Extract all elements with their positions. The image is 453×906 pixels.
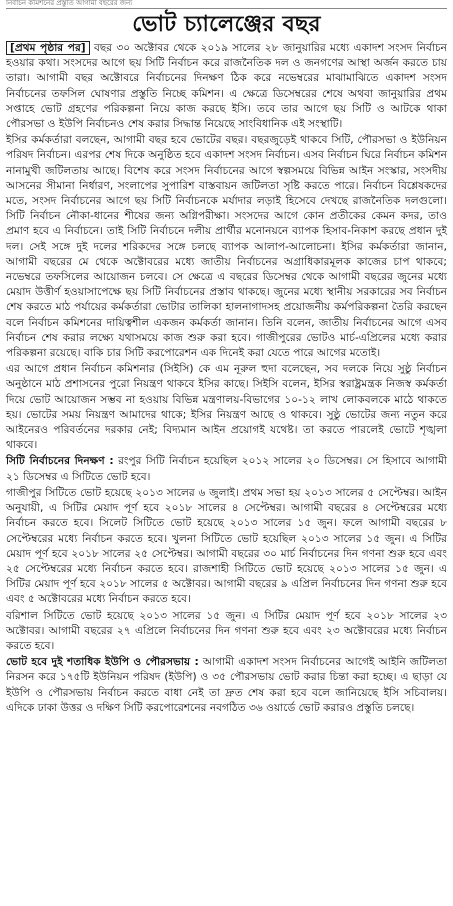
headline: ভোট চ্যালেঞ্জের বছর <box>132 12 321 37</box>
subheading-up-pourashava: ভোট হবে দুই শতাধিক ইউপি ও পৌরসভায় : <box>6 656 199 669</box>
subheading-city-schedule: সিটি নির্বাচনের দিনক্ষণ : <box>6 455 114 468</box>
paragraph-7 <box>6 655 447 717</box>
paragraph-text: এর আগে প্রধান নির্বাচন কমিশনার (সিইসি) কে এম নূরুল হুদা বলেছেন, সব দলকে নিয়ে সুষ্ঠু নির্বাচন অনুষ্ঠানে মাঠ প্রশাসনের পুরো নিয়ন্ত্রণ থাকবে ইসির কাছে। সিইসি বলেন, ইসির স্বরাষ্ট্রমন্ত্রক নিজস্ব কর্মকর্তা দিয়ে ভোট আয়োজন সম্ভব না হওয়ায় বিভিন্ন মন্ত্রণালয়-বিভাগের ১০-১২ লাখ লোকবলকে মাঠে থাকতে হয়। ভোটের সময় নিয়ন্ত্রণ আমাদের থাকে; ইসির নিয়ন্ত্রণ আছে ও থাকবে। সুষ্ঠু ভোটের জন্য নতুন করে আইনেরও পরিবর্তনের দরকার নেই; বিদ্যমান আইন প্রয়োগই যথেষ্ট। তা করতে পারলেই ভোটে শৃঙ্খলা থাকবে। <box>6 363 447 452</box>
paragraph-4 <box>6 454 447 485</box>
paragraph-6 <box>6 609 447 656</box>
paragraph-text: ইসির কর্মকর্তারা বলছেন, আগামী বছর হবে ভোটের বছর। বছরজুড়েই থাকবে সিটি, পৌরসভা ও ইউনিয়ন পরিষদ নির্বাচন। এরপর শেষ দিকে অনুষ্ঠিত হবে একাদশ সংসদ নির্বাচন। এসব নির্বাচন ঘিরে নির্বাচন কমিশন নানামুখী জটিলতায় আছে। বিশেষ করে সংসদ নির্বাচনের আগে স্বল্পসময়ে বিভিন্ন আইন সংস্কার, সংসদীয় আসনের সীমানা নির্ধারণ, সংলাপের সুপারিশ বাস্তবায়ন জটিলতা সৃষ্টি করতে পারে। নির্বাচন বিশ্লেষকদের মতে, সংসদ নির্বাচনের আগে ছয় সিটি নির্বাচনকে মর্যাদার লড়াই হিসেবে দেখছে রাজনৈতিক দলগুলো। সিটি নির্বাচন নৌকা-ধানের শীষের জন্য অগ্নিপরীক্ষা। সংসদের আগে কোন প্রতীকের কেমন কদর, তাও প্রমাণ হবে এ নির্বাচনে। তাই সিটি নির্বাচনে দলীয় প্রার্থীর মনোনয়নে ব্যাপক হিসাব-নিকাশ করছে প্রধান দুই দল। সেই সঙ্গে দুই দলের শরিকদের সঙ্গে চলছে ব্যাপক আলাপ-আলোচনা। ইসির কর্মকর্তারা জানান, আগামী বছরের মে থেকে অক্টোবরের মধ্যে জাতীয় নির্বাচনের অগ্রাধিকারমূলক কাজের চাপ থাকবে; নভেম্বরে তফসিলের আয়োজন চলবে। সে ক্ষেত্রে এ বছরের ডিসেম্বর থেকে আগামী বছরের জুনের মধ্যে মেয়াদ উত্তীর্ণ হওয়াসাপেক্ষে ছয় সিটি নির্বাচনের প্রস্তাব থাকছে। জুনের মধ্যে স্থানীয় সরকারের সব নির্বাচন শেষ করতে মাঠ পর্যায়ের কর্মকর্তারা ভোটার তালিকা হালনাগাদসহ প্রয়োজনীয় কর্মপরিকল্পনা তৈরি করছেন বলে নির্বাচন কমিশনের দায়িত্বশীল একজন কর্মকর্তা জানান। তিনি বলেন, জাতীয় নির্বাচনের আগে এসব নির্বাচন শেষ করার লক্ষ্যে যথাসময়ে কাজ শুরু করা হবে। গাজীপুরের ভোটও মার্চ-এপ্রিলের মধ্যে করার পরিকল্পনা রয়েছে। বাকি চার সিটি করপোরেশন এক দিনেই করা যেতে পারে আগের মতোই। <box>6 134 447 360</box>
previous-article-fragment: নির্বাচন কমিশনের প্রস্তুতি আগামী বছরের জন্য <box>6 0 447 9</box>
paragraph-text: আগামী একাদশ সংসদ নির্বাচনের আগেই আইনি জটিলতা নিরসন করে ১৭৫টি ইউনিয়ন পরিষদ (ইউপি) ও ৩৫ পৌরসভায় ভোট করার চিন্তা করা হচ্ছে। এ ছাড়া যে ইউপি ও পৌরসভায় নির্বাচন করতে বাধা নেই তা দ্রুত শেষ করা হবে বলে জানিয়েছে ইসি সচিবালয়। এদিকে ঢাকা উত্তর ও দক্ষিণ সিটি করপোরেশনের নবগঠিত ৩৬ ওয়ার্ডে ভোট করারও প্রস্তুতি চলছে। <box>6 656 447 714</box>
paragraph-3 <box>6 362 447 454</box>
paragraph-1 <box>6 41 447 133</box>
paragraph-text: গাজীপুর সিটিতে ভোট হয়েছে ২০১৩ সালের ৬ জুলাই। প্রথম সভা হয় ২০১৩ সালের ৫ সেপ্টেম্বর। আইন অনুযায়ী, এ সিটির মেয়াদ পূর্ণ হবে ২০১৮ সালের ৪ সেপ্টেম্বর। আগামী বছরের ৪ সেপ্টেম্বরের মধ্যে নির্বাচন করতে হবে। সিলেট সিটিতে ভোট হয়েছে ২০১৩ সালের ১৫ জুন। ফলে আগামী বছরের ৮ সেপ্টেম্বরের মধ্যে নির্বাচন করতে হবে। খুলনা সিটিতে ভোট হয়েছিল ২০১৩ সালের ১৫ জুন। এ সিটির মেয়াদ পূর্ণ হবে ২০১৮ সালের ২৫ সেপ্টেম্বর। আগামী বছরের ৩০ মার্চ নির্বাচনের দিন গণনা শুরু হবে এবং ২৫ সেপ্টেম্বরের মধ্যে নির্বাচন করতে হবে। রাজশাহী সিটিতে ভোট হয়েছে ২০১৩ সালের ১৫ জুন। এ সিটির মেয়াদ পূর্ণ হবে ২০১৮ সালের ৫ অক্টোবর। আগামী বছরের ৯ এপ্রিল নির্বাচনের দিন গণনা শুরু হবে এবং ৫ অক্টোবরের মধ্যে নির্বাচন করতে হবে। <box>6 486 447 606</box>
paragraph-2 <box>6 133 447 362</box>
article-body <box>0 41 453 717</box>
paragraph-text: রংপুর সিটি নির্বাচন হয়েছিল ২০১২ সালের ২০ ডিসেম্বর। সে হিসাবে আগামী ২১ ডিসেম্বর এ সিটিতে ভোট হবে। <box>6 455 447 483</box>
paragraph-text: বছর ৩০ অক্টোবর থেকে ২০১৯ সালের ২৮ জানুয়ারির মধ্যে একাদশ সংসদ নির্বাচন হওয়ার কথা। সংসদের আগে ছয় সিটি নির্বাচন করে রাজনৈতিক দল ও জনগণের আস্থা অর্জন করতে চায় তারা। আগামী বছর অক্টোবরে নির্বাচনের দিনক্ষণ ঠিক করে নভেম্বরের মাঝামাঝিতে একাদশ সংসদ নির্বাচনের তফসিল ঘোষণার প্রস্তুতি নিচ্ছে কমিশন। এ ক্ষেত্রে ডিসেম্বরের শেষে অথবা জানুয়ারির প্রথম সপ্তাহে ভোট গ্রহণের পরিকল্পনা নিয়ে কাজ করছে ইসি। তবে তার আগে ছয় সিটি ও আটকে থাকা পৌরসভা ও ইউপি নির্বাচনও শেষ করার সিদ্ধান্ত নিয়েছে সাংবিধানিক এই সংস্থাটি। <box>6 42 447 131</box>
paragraph-5 <box>6 486 447 609</box>
paragraph-text: বরিশাল সিটিতে ভোট হয়েছে ২০১৩ সালের ১৫ জুন। এ সিটির মেয়াদ পূর্ণ হবে ২০১৮ সালের ২৩ অক্টোবর। আগামী বছরের ২৭ এপ্রিলে নির্বাচনের দিন গণনা শুরু হবে এবং ২৩ অক্টোবরের মধ্যে নির্বাচন করতে হবে। <box>6 609 447 652</box>
continuation-label: [প্রথম পৃষ্ঠার পর] <box>6 41 90 55</box>
